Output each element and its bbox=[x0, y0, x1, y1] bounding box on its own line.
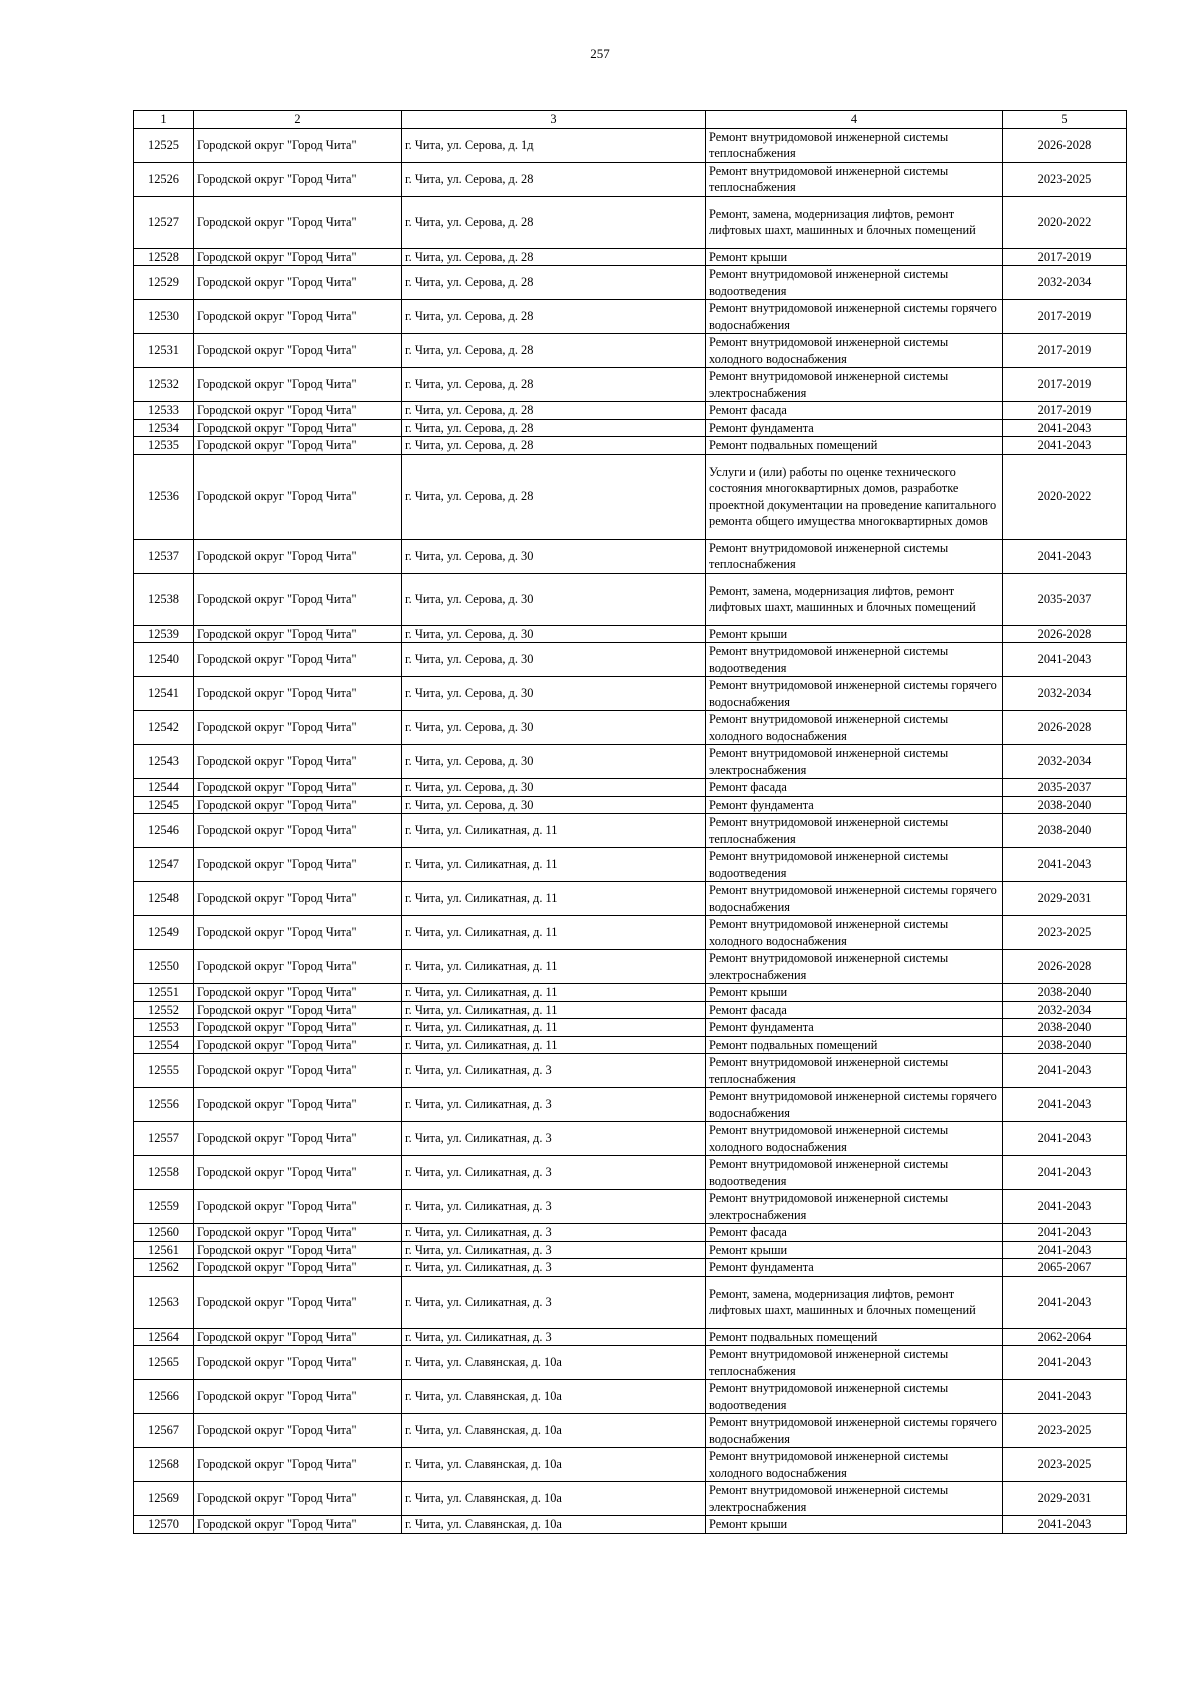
period-cell: 2026-2028 bbox=[1003, 950, 1127, 984]
work-type-cell: Ремонт внутридомовой инженерной системы электроснабжения bbox=[706, 745, 1003, 779]
address-cell: г. Чита, ул. Силикатная, д. 11 bbox=[402, 950, 706, 984]
row-number-cell: 12560 bbox=[134, 1224, 194, 1242]
row-number-cell: 12553 bbox=[134, 1019, 194, 1037]
column-header-3: 3 bbox=[402, 111, 706, 129]
row-number-cell: 12555 bbox=[134, 1054, 194, 1088]
row-number-cell: 12540 bbox=[134, 643, 194, 677]
row-number-cell: 12559 bbox=[134, 1190, 194, 1224]
municipality-cell: Городской округ "Город Чита" bbox=[194, 368, 402, 402]
table-row bbox=[134, 1156, 1127, 1190]
table-row bbox=[134, 539, 1127, 573]
row-number-cell: 12532 bbox=[134, 368, 194, 402]
period-cell: 2032-2034 bbox=[1003, 677, 1127, 711]
work-type-cell: Ремонт крыши bbox=[706, 1241, 1003, 1259]
table-row bbox=[134, 334, 1127, 368]
address-cell: г. Чита, ул. Серова, д. 30 bbox=[402, 796, 706, 814]
table-row bbox=[134, 1036, 1127, 1054]
address-cell: г. Чита, ул. Силикатная, д. 3 bbox=[402, 1276, 706, 1328]
table-row bbox=[134, 779, 1127, 797]
work-type-cell: Ремонт внутридомовой инженерной системы электроснабжения bbox=[706, 1482, 1003, 1516]
address-cell: г. Чита, ул. Серова, д. 1д bbox=[402, 128, 706, 162]
municipality-cell: Городской округ "Город Чита" bbox=[194, 1448, 402, 1482]
row-number-cell: 12570 bbox=[134, 1516, 194, 1534]
work-type-cell: Ремонт крыши bbox=[706, 984, 1003, 1002]
table-row bbox=[134, 1088, 1127, 1122]
municipality-cell: Городской округ "Город Чита" bbox=[194, 1276, 402, 1328]
municipality-cell: Городской округ "Город Чита" bbox=[194, 796, 402, 814]
period-cell: 2023-2025 bbox=[1003, 162, 1127, 196]
municipality-cell: Городской округ "Город Чита" bbox=[194, 1088, 402, 1122]
table-row bbox=[134, 882, 1127, 916]
period-cell: 2017-2019 bbox=[1003, 402, 1127, 420]
work-type-cell: Ремонт внутридомовой инженерной системы электроснабжения bbox=[706, 1190, 1003, 1224]
work-type-cell: Ремонт крыши bbox=[706, 248, 1003, 266]
row-number-cell: 12562 bbox=[134, 1259, 194, 1277]
work-type-cell: Ремонт фасада bbox=[706, 1001, 1003, 1019]
address-cell: г. Чита, ул. Серова, д. 30 bbox=[402, 573, 706, 625]
row-number-cell: 12527 bbox=[134, 196, 194, 248]
period-cell: 2041-2043 bbox=[1003, 1054, 1127, 1088]
row-number-cell: 12539 bbox=[134, 625, 194, 643]
municipality-cell: Городской округ "Город Чита" bbox=[194, 984, 402, 1002]
row-number-cell: 12545 bbox=[134, 796, 194, 814]
municipality-cell: Городской округ "Город Чита" bbox=[194, 745, 402, 779]
period-cell: 2041-2043 bbox=[1003, 1516, 1127, 1534]
row-number-cell: 12531 bbox=[134, 334, 194, 368]
row-number-cell: 12547 bbox=[134, 848, 194, 882]
address-cell: г. Чита, ул. Силикатная, д. 3 bbox=[402, 1156, 706, 1190]
row-number-cell: 12537 bbox=[134, 539, 194, 573]
address-cell: г. Чита, ул. Силикатная, д. 11 bbox=[402, 916, 706, 950]
address-cell: г. Чита, ул. Серова, д. 28 bbox=[402, 300, 706, 334]
table-row bbox=[134, 711, 1127, 745]
municipality-cell: Городской округ "Город Чита" bbox=[194, 950, 402, 984]
municipality-cell: Городской округ "Город Чита" bbox=[194, 1190, 402, 1224]
municipality-cell: Городской округ "Город Чита" bbox=[194, 1516, 402, 1534]
work-type-cell: Ремонт фасада bbox=[706, 1224, 1003, 1242]
address-cell: г. Чита, ул. Славянская, д. 10а bbox=[402, 1414, 706, 1448]
address-cell: г. Чита, ул. Серова, д. 28 bbox=[402, 334, 706, 368]
row-number-cell: 12525 bbox=[134, 128, 194, 162]
municipality-cell: Городской округ "Город Чита" bbox=[194, 1001, 402, 1019]
row-number-cell: 12552 bbox=[134, 1001, 194, 1019]
address-cell: г. Чита, ул. Серова, д. 28 bbox=[402, 196, 706, 248]
column-header-2: 2 bbox=[194, 111, 402, 129]
row-number-cell: 12534 bbox=[134, 419, 194, 437]
work-type-cell: Ремонт внутридомовой инженерной системы теплоснабжения bbox=[706, 162, 1003, 196]
table-row bbox=[134, 1516, 1127, 1534]
table-row bbox=[134, 677, 1127, 711]
work-type-cell: Ремонт, замена, модернизация лифтов, ремонт лифтовых шахт, машинных и блочных помещений bbox=[706, 573, 1003, 625]
work-type-cell: Ремонт внутридомовой инженерной системы горячего водоснабжения bbox=[706, 1414, 1003, 1448]
municipality-cell: Городской округ "Город Чита" bbox=[194, 266, 402, 300]
work-type-cell: Ремонт крыши bbox=[706, 625, 1003, 643]
address-cell: г. Чита, ул. Силикатная, д. 3 bbox=[402, 1122, 706, 1156]
table-row bbox=[134, 1380, 1127, 1414]
work-type-cell: Ремонт фасада bbox=[706, 779, 1003, 797]
address-cell: г. Чита, ул. Силикатная, д. 3 bbox=[402, 1241, 706, 1259]
row-number-cell: 12567 bbox=[134, 1414, 194, 1448]
work-type-cell: Ремонт внутридомовой инженерной системы горячего водоснабжения bbox=[706, 300, 1003, 334]
row-number-cell: 12549 bbox=[134, 916, 194, 950]
table-row bbox=[134, 1190, 1127, 1224]
row-number-cell: 12538 bbox=[134, 573, 194, 625]
municipality-cell: Городской округ "Город Чита" bbox=[194, 848, 402, 882]
work-type-cell: Ремонт внутридомовой инженерной системы электроснабжения bbox=[706, 950, 1003, 984]
row-number-cell: 12544 bbox=[134, 779, 194, 797]
row-number-cell: 12564 bbox=[134, 1328, 194, 1346]
municipality-cell: Городской округ "Город Чита" bbox=[194, 882, 402, 916]
municipality-cell: Городской округ "Город Чита" bbox=[194, 437, 402, 455]
row-number-cell: 12554 bbox=[134, 1036, 194, 1054]
address-cell: г. Чита, ул. Серова, д. 28 bbox=[402, 248, 706, 266]
work-type-cell: Ремонт подвальных помещений bbox=[706, 1036, 1003, 1054]
address-cell: г. Чита, ул. Силикатная, д. 3 bbox=[402, 1054, 706, 1088]
work-type-cell: Ремонт внутридомовой инженерной системы теплоснабжения bbox=[706, 1054, 1003, 1088]
address-cell: г. Чита, ул. Силикатная, д. 3 bbox=[402, 1259, 706, 1277]
municipality-cell: Городской округ "Город Чита" bbox=[194, 1036, 402, 1054]
table-row bbox=[134, 1448, 1127, 1482]
municipality-cell: Городской округ "Город Чита" bbox=[194, 573, 402, 625]
address-cell: г. Чита, ул. Серова, д. 30 bbox=[402, 711, 706, 745]
address-cell: г. Чита, ул. Серова, д. 30 bbox=[402, 779, 706, 797]
table-row bbox=[134, 248, 1127, 266]
table-row bbox=[134, 162, 1127, 196]
work-type-cell: Ремонт внутридомовой инженерной системы холодного водоснабжения bbox=[706, 916, 1003, 950]
table-row bbox=[134, 984, 1127, 1002]
work-type-cell: Ремонт внутридомовой инженерной системы теплоснабжения bbox=[706, 1346, 1003, 1380]
address-cell: г. Чита, ул. Серова, д. 30 bbox=[402, 539, 706, 573]
work-type-cell: Ремонт подвальных помещений bbox=[706, 1328, 1003, 1346]
table-row bbox=[134, 300, 1127, 334]
address-cell: г. Чита, ул. Силикатная, д. 11 bbox=[402, 1036, 706, 1054]
period-cell: 2041-2043 bbox=[1003, 1122, 1127, 1156]
work-type-cell: Ремонт фундамента bbox=[706, 796, 1003, 814]
row-number-cell: 12529 bbox=[134, 266, 194, 300]
table-row bbox=[134, 848, 1127, 882]
address-cell: г. Чита, ул. Силикатная, д. 11 bbox=[402, 1019, 706, 1037]
municipality-cell: Городской округ "Город Чита" bbox=[194, 814, 402, 848]
period-cell: 2026-2028 bbox=[1003, 625, 1127, 643]
work-type-cell: Ремонт, замена, модернизация лифтов, ремонт лифтовых шахт, машинных и блочных помещений bbox=[706, 196, 1003, 248]
period-cell: 2041-2043 bbox=[1003, 1156, 1127, 1190]
period-cell: 2035-2037 bbox=[1003, 573, 1127, 625]
work-type-cell: Ремонт внутридомовой инженерной системы теплоснабжения bbox=[706, 128, 1003, 162]
table-row bbox=[134, 916, 1127, 950]
municipality-cell: Городской округ "Город Чита" bbox=[194, 300, 402, 334]
municipality-cell: Городской округ "Город Чита" bbox=[194, 419, 402, 437]
period-cell: 2038-2040 bbox=[1003, 796, 1127, 814]
address-cell: г. Чита, ул. Силикатная, д. 3 bbox=[402, 1190, 706, 1224]
table-row bbox=[134, 266, 1127, 300]
period-cell: 2038-2040 bbox=[1003, 984, 1127, 1002]
period-cell: 2023-2025 bbox=[1003, 1448, 1127, 1482]
address-cell: г. Чита, ул. Силикатная, д. 11 bbox=[402, 1001, 706, 1019]
municipality-cell: Городской округ "Город Чита" bbox=[194, 1054, 402, 1088]
municipality-cell: Городской округ "Город Чита" bbox=[194, 643, 402, 677]
table-row bbox=[134, 796, 1127, 814]
row-number-cell: 12551 bbox=[134, 984, 194, 1002]
municipality-cell: Городской округ "Город Чита" bbox=[194, 1346, 402, 1380]
period-cell: 2041-2043 bbox=[1003, 1346, 1127, 1380]
work-type-cell: Ремонт внутридомовой инженерной системы теплоснабжения bbox=[706, 539, 1003, 573]
municipality-cell: Городской округ "Город Чита" bbox=[194, 454, 402, 539]
municipality-cell: Городской округ "Город Чита" bbox=[194, 402, 402, 420]
table-row bbox=[134, 419, 1127, 437]
table-row bbox=[134, 402, 1127, 420]
address-cell: г. Чита, ул. Серова, д. 30 bbox=[402, 625, 706, 643]
work-type-cell: Ремонт внутридомовой инженерной системы водоотведения bbox=[706, 643, 1003, 677]
table-row bbox=[134, 1414, 1127, 1448]
address-cell: г. Чита, ул. Силикатная, д. 3 bbox=[402, 1328, 706, 1346]
row-number-cell: 12533 bbox=[134, 402, 194, 420]
period-cell: 2020-2022 bbox=[1003, 196, 1127, 248]
table-row bbox=[134, 1241, 1127, 1259]
row-number-cell: 12543 bbox=[134, 745, 194, 779]
address-cell: г. Чита, ул. Славянская, д. 10а bbox=[402, 1516, 706, 1534]
work-type-cell: Ремонт внутридомовой инженерной системы холодного водоснабжения bbox=[706, 334, 1003, 368]
period-cell: 2029-2031 bbox=[1003, 1482, 1127, 1516]
municipality-cell: Городской округ "Город Чита" bbox=[194, 248, 402, 266]
work-type-cell: Ремонт фундамента bbox=[706, 1259, 1003, 1277]
row-number-cell: 12557 bbox=[134, 1122, 194, 1156]
period-cell: 2041-2043 bbox=[1003, 539, 1127, 573]
table-row bbox=[134, 1122, 1127, 1156]
work-type-cell: Ремонт фундамента bbox=[706, 419, 1003, 437]
period-cell: 2041-2043 bbox=[1003, 643, 1127, 677]
table-row bbox=[134, 814, 1127, 848]
table-row bbox=[134, 128, 1127, 162]
address-cell: г. Чита, ул. Силикатная, д. 11 bbox=[402, 814, 706, 848]
table-body bbox=[134, 128, 1127, 1533]
period-cell: 2032-2034 bbox=[1003, 1001, 1127, 1019]
work-type-cell: Ремонт внутридомовой инженерной системы электроснабжения bbox=[706, 368, 1003, 402]
address-cell: г. Чита, ул. Силикатная, д. 11 bbox=[402, 848, 706, 882]
period-cell: 2065-2067 bbox=[1003, 1259, 1127, 1277]
work-type-cell: Ремонт внутридомовой инженерной системы водоотведения bbox=[706, 266, 1003, 300]
municipality-cell: Городской округ "Город Чита" bbox=[194, 1241, 402, 1259]
address-cell: г. Чита, ул. Славянская, д. 10а bbox=[402, 1380, 706, 1414]
period-cell: 2023-2025 bbox=[1003, 1414, 1127, 1448]
period-cell: 2041-2043 bbox=[1003, 1276, 1127, 1328]
page-number: 257 bbox=[590, 46, 610, 61]
work-type-cell: Ремонт внутридомовой инженерной системы водоотведения bbox=[706, 1380, 1003, 1414]
municipality-cell: Городской округ "Город Чита" bbox=[194, 1156, 402, 1190]
address-cell: г. Чита, ул. Серова, д. 28 bbox=[402, 368, 706, 402]
table-row bbox=[134, 1001, 1127, 1019]
period-cell: 2017-2019 bbox=[1003, 248, 1127, 266]
municipality-cell: Городской округ "Город Чита" bbox=[194, 677, 402, 711]
period-cell: 2032-2034 bbox=[1003, 745, 1127, 779]
period-cell: 2026-2028 bbox=[1003, 128, 1127, 162]
period-cell: 2017-2019 bbox=[1003, 334, 1127, 368]
work-type-cell: Ремонт фундамента bbox=[706, 1019, 1003, 1037]
row-number-cell: 12566 bbox=[134, 1380, 194, 1414]
period-cell: 2041-2043 bbox=[1003, 1190, 1127, 1224]
address-cell: г. Чита, ул. Серова, д. 30 bbox=[402, 643, 706, 677]
municipality-cell: Городской округ "Город Чита" bbox=[194, 1019, 402, 1037]
table-row bbox=[134, 643, 1127, 677]
address-cell: г. Чита, ул. Силикатная, д. 3 bbox=[402, 1224, 706, 1242]
row-number-cell: 12563 bbox=[134, 1276, 194, 1328]
work-type-cell: Ремонт внутридомовой инженерной системы холодного водоснабжения bbox=[706, 1448, 1003, 1482]
municipality-cell: Городской округ "Город Чита" bbox=[194, 625, 402, 643]
period-cell: 2023-2025 bbox=[1003, 916, 1127, 950]
table-row bbox=[134, 1019, 1127, 1037]
period-cell: 2041-2043 bbox=[1003, 1088, 1127, 1122]
table-row bbox=[134, 950, 1127, 984]
table-row bbox=[134, 1054, 1127, 1088]
row-number-cell: 12542 bbox=[134, 711, 194, 745]
period-cell: 2017-2019 bbox=[1003, 368, 1127, 402]
column-header-1: 1 bbox=[134, 111, 194, 129]
period-cell: 2041-2043 bbox=[1003, 419, 1127, 437]
row-number-cell: 12550 bbox=[134, 950, 194, 984]
municipality-cell: Городской округ "Город Чита" bbox=[194, 1122, 402, 1156]
row-number-cell: 12556 bbox=[134, 1088, 194, 1122]
period-cell: 2038-2040 bbox=[1003, 1036, 1127, 1054]
address-cell: г. Чита, ул. Силикатная, д. 3 bbox=[402, 1088, 706, 1122]
period-cell: 2032-2034 bbox=[1003, 266, 1127, 300]
work-type-cell: Ремонт подвальных помещений bbox=[706, 437, 1003, 455]
period-cell: 2035-2037 bbox=[1003, 779, 1127, 797]
municipality-cell: Городской округ "Город Чита" bbox=[194, 128, 402, 162]
row-number-cell: 12536 bbox=[134, 454, 194, 539]
address-cell: г. Чита, ул. Силикатная, д. 11 bbox=[402, 984, 706, 1002]
address-cell: г. Чита, ул. Серова, д. 30 bbox=[402, 677, 706, 711]
table-row bbox=[134, 437, 1127, 455]
table-row bbox=[134, 1346, 1127, 1380]
work-type-cell: Ремонт внутридомовой инженерной системы водоотведения bbox=[706, 848, 1003, 882]
municipality-cell: Городской округ "Город Чита" bbox=[194, 1224, 402, 1242]
municipality-cell: Городской округ "Город Чита" bbox=[194, 916, 402, 950]
address-cell: г. Чита, ул. Силикатная, д. 11 bbox=[402, 882, 706, 916]
table-row bbox=[134, 1259, 1127, 1277]
municipality-cell: Городской округ "Город Чита" bbox=[194, 711, 402, 745]
row-number-cell: 12558 bbox=[134, 1156, 194, 1190]
address-cell: г. Чита, ул. Славянская, д. 10а bbox=[402, 1346, 706, 1380]
municipality-cell: Городской округ "Город Чита" bbox=[194, 1380, 402, 1414]
table-row bbox=[134, 573, 1127, 625]
period-cell: 2062-2064 bbox=[1003, 1328, 1127, 1346]
row-number-cell: 12526 bbox=[134, 162, 194, 196]
municipality-cell: Городской округ "Город Чита" bbox=[194, 1482, 402, 1516]
address-cell: г. Чита, ул. Славянская, д. 10а bbox=[402, 1448, 706, 1482]
work-type-cell: Ремонт внутридомовой инженерной системы горячего водоснабжения bbox=[706, 677, 1003, 711]
row-number-cell: 12528 bbox=[134, 248, 194, 266]
work-type-cell: Ремонт внутридомовой инженерной системы теплоснабжения bbox=[706, 814, 1003, 848]
row-number-cell: 12568 bbox=[134, 1448, 194, 1482]
municipality-cell: Городской округ "Город Чита" bbox=[194, 162, 402, 196]
period-cell: 2038-2040 bbox=[1003, 814, 1127, 848]
period-cell: 2017-2019 bbox=[1003, 300, 1127, 334]
row-number-cell: 12548 bbox=[134, 882, 194, 916]
table-row bbox=[134, 1328, 1127, 1346]
period-cell: 2029-2031 bbox=[1003, 882, 1127, 916]
period-cell: 2038-2040 bbox=[1003, 1019, 1127, 1037]
repair-schedule-table bbox=[133, 110, 1127, 1534]
address-cell: г. Чита, ул. Славянская, д. 10а bbox=[402, 1482, 706, 1516]
row-number-cell: 12530 bbox=[134, 300, 194, 334]
table-row bbox=[134, 454, 1127, 539]
row-number-cell: 12569 bbox=[134, 1482, 194, 1516]
period-cell: 2041-2043 bbox=[1003, 1380, 1127, 1414]
period-cell: 2041-2043 bbox=[1003, 1241, 1127, 1259]
table-row bbox=[134, 745, 1127, 779]
address-cell: г. Чита, ул. Серова, д. 28 bbox=[402, 162, 706, 196]
address-cell: г. Чита, ул. Серова, д. 28 bbox=[402, 437, 706, 455]
row-number-cell: 12541 bbox=[134, 677, 194, 711]
work-type-cell: Ремонт внутридомовой инженерной системы холодного водоснабжения bbox=[706, 1122, 1003, 1156]
period-cell: 2041-2043 bbox=[1003, 437, 1127, 455]
table-row bbox=[134, 1482, 1127, 1516]
work-type-cell: Ремонт внутридомовой инженерной системы водоотведения bbox=[706, 1156, 1003, 1190]
row-number-cell: 12535 bbox=[134, 437, 194, 455]
table-row bbox=[134, 625, 1127, 643]
period-cell: 2041-2043 bbox=[1003, 1224, 1127, 1242]
address-cell: г. Чита, ул. Серова, д. 28 bbox=[402, 419, 706, 437]
municipality-cell: Городской округ "Город Чита" bbox=[194, 1414, 402, 1448]
column-header-5: 5 bbox=[1003, 111, 1127, 129]
work-type-cell: Ремонт крыши bbox=[706, 1516, 1003, 1534]
address-cell: г. Чита, ул. Серова, д. 28 bbox=[402, 454, 706, 539]
work-type-cell: Ремонт внутридомовой инженерной системы горячего водоснабжения bbox=[706, 882, 1003, 916]
municipality-cell: Городской округ "Город Чита" bbox=[194, 334, 402, 368]
row-number-cell: 12561 bbox=[134, 1241, 194, 1259]
table-row bbox=[134, 1276, 1127, 1328]
header-row bbox=[134, 111, 1127, 129]
work-type-cell: Услуги и (или) работы по оценке технического состояния многоквартирных домов, разработке проектной документации на проведение капитального ремонта общего имущества многоквартирных домов bbox=[706, 454, 1003, 539]
address-cell: г. Чита, ул. Серова, д. 28 bbox=[402, 266, 706, 300]
table-row bbox=[134, 196, 1127, 248]
municipality-cell: Городской округ "Город Чита" bbox=[194, 196, 402, 248]
municipality-cell: Городской округ "Город Чита" bbox=[194, 779, 402, 797]
municipality-cell: Городской округ "Город Чита" bbox=[194, 1259, 402, 1277]
address-cell: г. Чита, ул. Серова, д. 30 bbox=[402, 745, 706, 779]
column-header-4: 4 bbox=[706, 111, 1003, 129]
period-cell: 2020-2022 bbox=[1003, 454, 1127, 539]
row-number-cell: 12565 bbox=[134, 1346, 194, 1380]
work-type-cell: Ремонт внутридомовой инженерной системы холодного водоснабжения bbox=[706, 711, 1003, 745]
municipality-cell: Городской округ "Город Чита" bbox=[194, 1328, 402, 1346]
period-cell: 2026-2028 bbox=[1003, 711, 1127, 745]
municipality-cell: Городской округ "Город Чита" bbox=[194, 539, 402, 573]
work-type-cell: Ремонт внутридомовой инженерной системы горячего водоснабжения bbox=[706, 1088, 1003, 1122]
work-type-cell: Ремонт фасада bbox=[706, 402, 1003, 420]
period-cell: 2041-2043 bbox=[1003, 848, 1127, 882]
table-row bbox=[134, 368, 1127, 402]
row-number-cell: 12546 bbox=[134, 814, 194, 848]
work-type-cell: Ремонт, замена, модернизация лифтов, ремонт лифтовых шахт, машинных и блочных помещений bbox=[706, 1276, 1003, 1328]
address-cell: г. Чита, ул. Серова, д. 28 bbox=[402, 402, 706, 420]
table-row bbox=[134, 1224, 1127, 1242]
